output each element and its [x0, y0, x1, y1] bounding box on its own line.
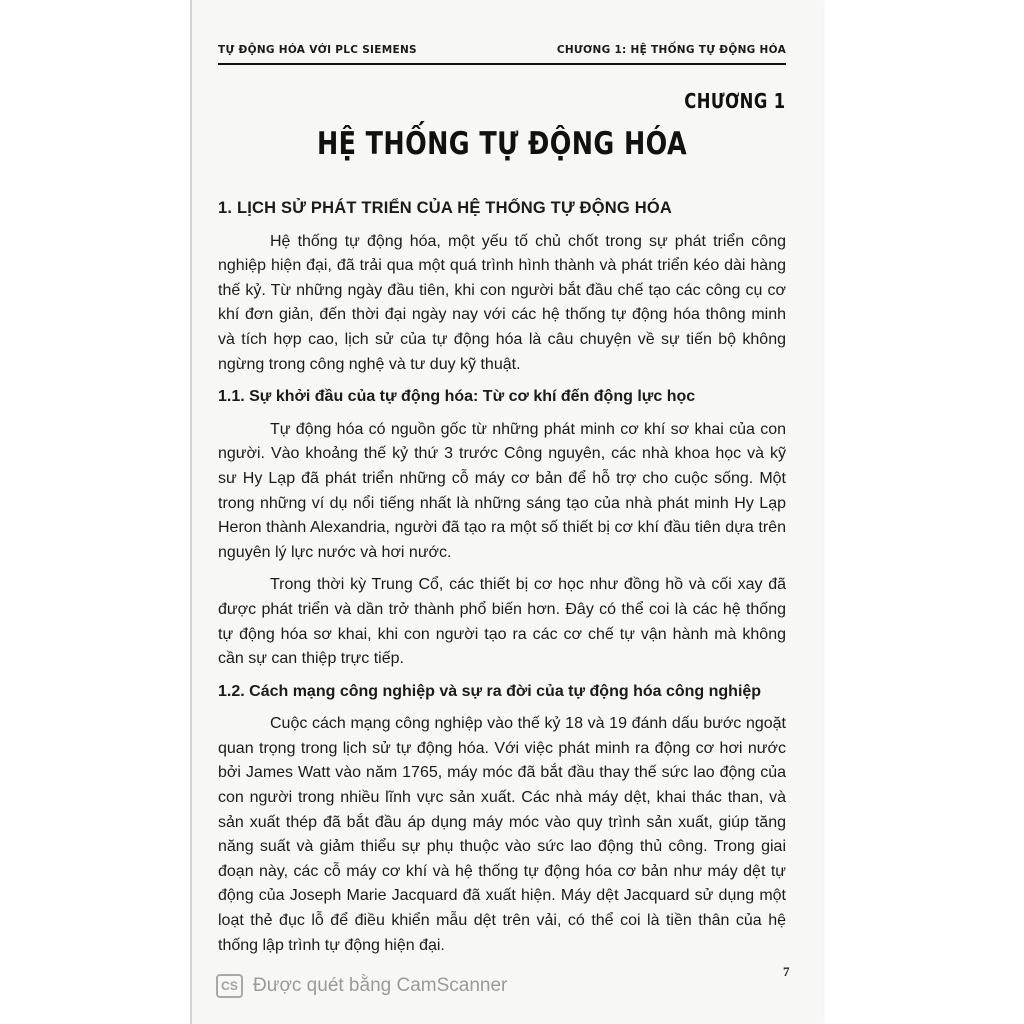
subsection-heading-1-1: 1.1. Sự khởi đầu của tự động hóa: Từ cơ khí đến động lực học	[218, 388, 696, 406]
running-header-left: TỰ ĐỘNG HÓA VỚI PLC SIEMENS	[218, 44, 417, 56]
running-header-right: CHƯƠNG 1: HỆ THỐNG TỰ ĐỘNG HÓA	[556, 44, 786, 56]
subsection-heading-1-2: 1.2. Cách mạng công nghiệp và sự ra đời của tự động hóa công nghiệp	[218, 682, 762, 700]
paragraph: Cuộc cách mạng công nghiệp vào thế kỷ 18 và 19 đánh dấu bước ngoặt quan trọng trong lịch sử tự động hóa. Với việc phát minh ra động cơ hơi nước bởi James Watt vào năm 1765, máy móc đã bắt đầu thay thế sức lao động của con người trong nhiều lĩnh vực sản xuất. Các nhà máy dệt, khai thác than, và sản xuất thép đã bắt đầu áp dụng máy móc vào quy trình sản xuất, giúp tăng năng suất và giảm thiểu sự phụ thuộc vào sức lao động thủ công. Trong giai đoạn này, các cỗ máy cơ khí và hệ thống tự động hóa cơ bản như máy dệt tự động của Joseph Marie Jacquard đã xuất hiện. Máy dệt Jacquard sử dụng một loạt thẻ đục lỗ để điều khiển mẫu dệt trên vải, có thể coi là tiền thân của hệ thống lập trình tự động hiện đại.	[218, 715, 786, 954]
running-header	[218, 44, 786, 56]
chapter-title: HỆ THỐNG TỰ ĐỘNG HÓA	[316, 126, 688, 162]
watermark-text: Được quét bằng CamScanner	[253, 975, 508, 996]
camscanner-logo-icon: CS	[216, 974, 243, 998]
section-heading-1: 1. LỊCH SỬ PHÁT TRIỂN CỦA HỆ THỐNG TỰ ĐỘNG HÓA	[218, 199, 672, 217]
chapter-label: CHƯƠNG 1	[684, 89, 786, 113]
scanner-watermark	[216, 974, 507, 998]
paragraph: Trong thời kỳ Trung Cổ, các thiết bị cơ học như đồng hồ và cối xay đã được phát triển và dần trở thành phổ biến hơn. Đây có thể coi là các hệ thống tự động hóa sơ khai, khi con người tạo ra các cơ chế tự vận hành mà không cần sự can thiệp trực tiếp.	[218, 576, 786, 668]
paragraph: Tự động hóa có nguồn gốc từ những phát minh cơ khí sơ khai của con người. Vào khoảng thế kỷ thứ 3 trước Công nguyên, các nhà khoa học và kỹ sư Hy Lạp đã phát triển những cỗ máy cơ bản để hỗ trợ cho cuộc sống. Một trong những ví dụ nổi tiếng nhất là những sáng tạo của nhà phát minh Hy Lạp Heron thành Alexandria, người đã tạo ra một số thiết bị cơ khí đầu tiên dựa trên nguyên lý lực nước và hơi nước.	[218, 420, 786, 561]
header-rule	[218, 63, 786, 65]
page-content	[218, 196, 786, 966]
paragraph: Hệ thống tự động hóa, một yếu tố chủ chốt trong sự phát triển công nghiệp hiện đại, đã trải qua một quá trình hình thành và phát triển kéo dài hàng thế kỷ. Từ những ngày đầu tiên, khi con người bắt đầu chế tạo các công cụ cơ khí đơn giản, đến thời đại ngày nay với các hệ thống tự động hóa thông minh và tích hợp cao, lịch sử của tự động hóa là câu chuyện về sự tiến bộ không ngừng trong công nghệ và tư duy kỹ thuật.	[218, 232, 786, 373]
page-number: 7	[783, 964, 790, 979]
